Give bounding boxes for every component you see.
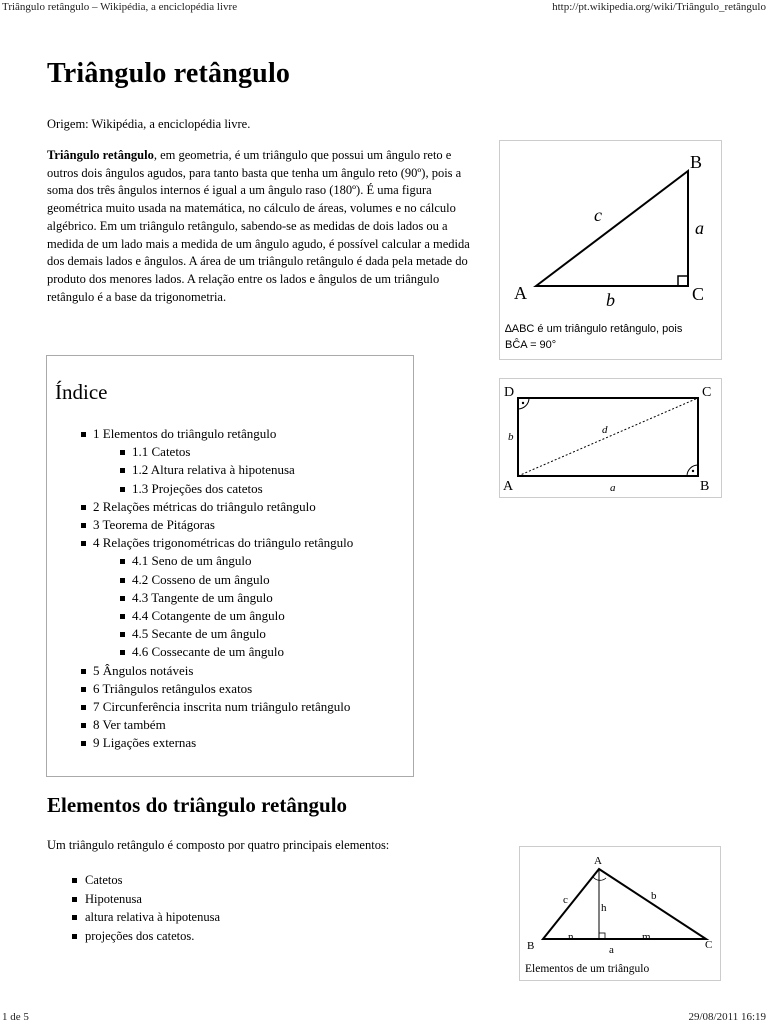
- toc-list: [81, 425, 353, 753]
- toc-item[interactable]: 3 Teorema de Pitágoras: [81, 516, 353, 534]
- side-label-a: a: [610, 482, 616, 494]
- table-of-contents: [46, 355, 414, 777]
- vertex-label-a: A: [514, 283, 527, 303]
- vertex-label-c: C: [692, 284, 705, 304]
- article-origin: Origem: Wikipédia, a enciclopédia livre.: [47, 117, 251, 131]
- vertex-label-a: A: [503, 479, 514, 494]
- print-footer-datetime: 29/08/2011 16:19: [688, 1011, 766, 1023]
- figure-triangle-elements[interactable]: [519, 846, 721, 981]
- side-label-b: b: [606, 290, 615, 310]
- toc-subitem[interactable]: 1.2 Altura relativa à hipotenusa: [120, 461, 353, 479]
- diagonal-line: [518, 398, 698, 476]
- vertex-label-d: D: [504, 385, 515, 400]
- toc-item[interactable]: 8 Ver também: [81, 716, 353, 734]
- side-label-a: a: [695, 218, 704, 238]
- toc-item[interactable]: 1 Elementos do triângulo retângulo: [81, 425, 353, 443]
- intro-bold-term: Triângulo retângulo: [47, 148, 154, 162]
- toc-subitem[interactable]: 4.5 Secante de um ângulo: [120, 625, 353, 643]
- figure1-caption-line2: BĈA = 90°: [505, 339, 557, 351]
- elements-list: [72, 871, 220, 945]
- vertex-label-c: C: [702, 385, 712, 400]
- print-header-url[interactable]: http://pt.wikipedia.org/wiki/Triângulo_retângulo: [552, 1, 766, 13]
- vertex-label-c: C: [705, 939, 713, 951]
- toc-item[interactable]: 9 Ligações externas: [81, 734, 353, 752]
- angle-dot-d: [522, 402, 524, 404]
- list-item: Catetos: [72, 871, 220, 890]
- side-label-b: b: [508, 431, 514, 443]
- angle-dot-b: [692, 470, 694, 472]
- side-label-c: c: [563, 894, 568, 906]
- diagonal-label-d: d: [602, 424, 608, 436]
- toc-item[interactable]: 4 Relações trigonométricas do triângulo retângulo: [81, 534, 353, 552]
- altitude-label-h: h: [601, 902, 607, 914]
- page-title: Triângulo retângulo: [47, 58, 291, 89]
- toc-subitem[interactable]: 4.4 Cotangente de um ângulo: [120, 607, 353, 625]
- section-intro: Um triângulo retângulo é composto por quatro principais elementos:: [47, 838, 390, 852]
- vertex-label-a: A: [594, 855, 602, 867]
- toc-subitem[interactable]: 1.3 Projeções dos catetos: [120, 480, 353, 498]
- toc-item[interactable]: 2 Relações métricas do triângulo retângulo: [81, 498, 353, 516]
- projection-label-m: m: [642, 931, 651, 943]
- list-item: altura relativa à hipotenusa: [72, 908, 220, 927]
- figure-right-triangle[interactable]: [499, 140, 722, 360]
- print-footer-page: 1 de 5: [2, 1011, 29, 1023]
- toc-subitem[interactable]: 4.3 Tangente de um ângulo: [120, 589, 353, 607]
- toc-subitem[interactable]: 4.1 Seno de um ângulo: [120, 552, 353, 570]
- toc-subitem[interactable]: 1.1 Catetos: [120, 443, 353, 461]
- triangle-abc-shape: [536, 171, 688, 286]
- toc-item[interactable]: 5 Ângulos notáveis: [81, 662, 353, 680]
- section-heading-elementos: Elementos do triângulo retângulo: [47, 793, 348, 817]
- toc-item[interactable]: 6 Triângulos retângulos exatos: [81, 680, 353, 698]
- side-label-c: c: [594, 205, 602, 225]
- figure1-caption: [505, 321, 682, 353]
- vertex-label-b: B: [527, 940, 535, 952]
- vertex-label-b: B: [690, 152, 703, 172]
- article-intro: [47, 147, 477, 306]
- toc-subitem[interactable]: 4.2 Cosseno de um ângulo: [120, 571, 353, 589]
- figure3-caption: Elementos de um triângulo: [525, 963, 650, 975]
- list-item: projeções dos catetos.: [72, 927, 220, 946]
- intro-text: , em geometria, é um triângulo que possui um ângulo reto e outros dois ângulos agudos, para tanto basta que tenha um ângulo reto (90º), pois a soma dos três ângulos internos é igual a um ângulo raso (180º). É uma figura geométrica muito usada na matemática, no cálculo de áreas, volumes e no cálculo algébrico. Em um triângulo retângulo, sabendo-se as medidas de dois lados ou a medida de um lado mais a medida de um ângulo agudo, é possível calcular a medida dos demais lados e ângulos. A área de um triângulo retângulo é dada pela metade do produto dos menores lados. A relação entre os lados e ângulos de um triângulo retângulo é a base da trigonometria.: [47, 148, 470, 304]
- vertex-label-b: B: [700, 479, 710, 494]
- toc-subitem[interactable]: 4.6 Cossecante de um ângulo: [120, 643, 353, 661]
- right-triangle-diagram: [500, 141, 721, 321]
- projection-label-n: n: [568, 931, 574, 943]
- figure-rectangle-diagonal[interactable]: [499, 378, 722, 498]
- toc-title: Índice: [55, 380, 108, 404]
- triangle-elements-diagram: [520, 847, 720, 959]
- side-label-a: a: [609, 944, 614, 956]
- right-angle-marker: [678, 276, 688, 286]
- print-header-title: Triângulo retângulo – Wikipédia, a enciclopédia livre: [2, 1, 238, 13]
- toc-item[interactable]: 7 Circunferência inscrita num triângulo retângulo: [81, 698, 353, 716]
- figure1-caption-line1: ∆ABC é um triângulo retângulo, pois: [505, 323, 683, 335]
- side-label-b: b: [651, 890, 657, 902]
- list-item: Hipotenusa: [72, 890, 220, 909]
- rectangle-diagram: [500, 379, 721, 497]
